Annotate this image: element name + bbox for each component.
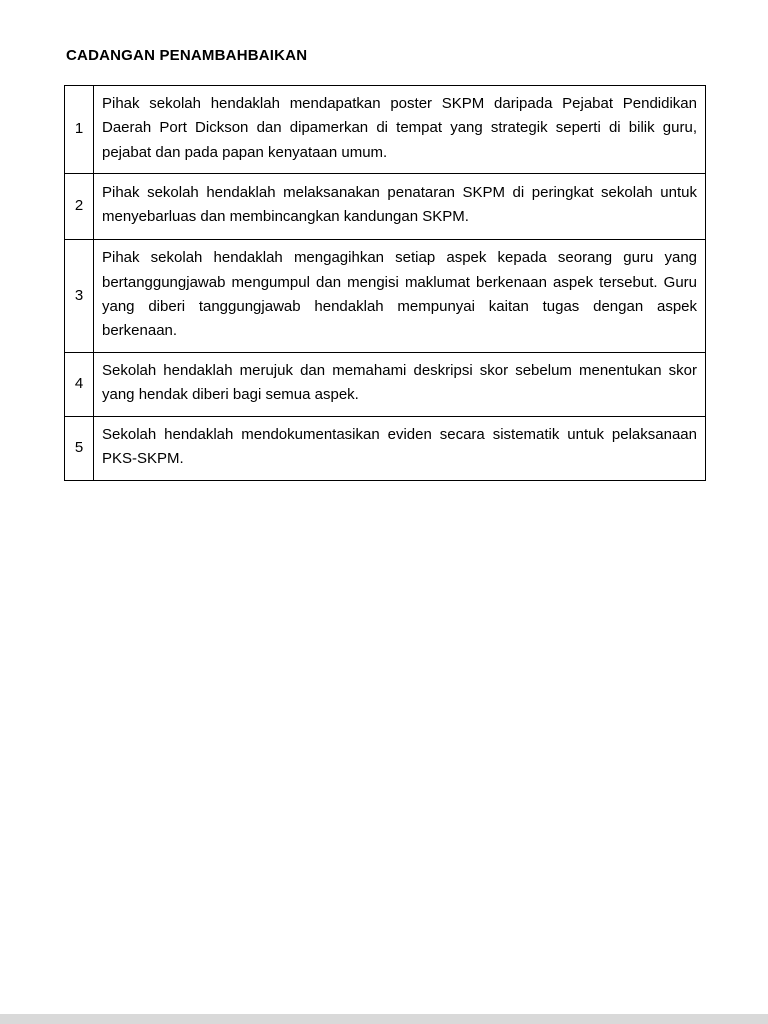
row-text: Pihak sekolah hendaklah melaksanakan penataran SKPM di peringkat sekolah untuk menyebarluas dan membincangkan kandungan SKPM. (94, 173, 706, 239)
suggestions-table (64, 85, 706, 481)
row-number: 3 (65, 239, 94, 352)
page-title: CADANGAN PENAMBAHBAIKAN (66, 47, 308, 64)
page-bottom-edge (0, 1014, 768, 1024)
table-row (65, 86, 706, 174)
row-text: Sekolah hendaklah merujuk dan memahami deskripsi skor sebelum menentukan skor yang hendak diberi bagi semua aspek. (94, 352, 706, 416)
row-text: Pihak sekolah hendaklah mengagihkan setiap aspek kepada seorang guru yang bertanggungjawab mengumpul dan mengisi maklumat berkenaan aspek tersebut. Guru yang diberi tanggungjawab hendaklah mempunyai kaitan tugas dengan aspek berkenaan. (94, 239, 706, 352)
table-row (65, 352, 706, 416)
table-row (65, 416, 706, 480)
row-text: Pihak sekolah hendaklah mendapatkan poster SKPM daripada Pejabat Pendidikan Daerah Port Dickson dan dipamerkan di tempat yang strategik seperti di bilik guru, pejabat dan pada papan kenyataan umum. (94, 86, 706, 174)
row-number: 1 (65, 86, 94, 174)
row-number: 5 (65, 416, 94, 480)
table-row (65, 173, 706, 239)
row-text: Sekolah hendaklah mendokumentasikan eviden secara sistematik untuk pelaksanaan PKS-SKPM. (94, 416, 706, 480)
table-row (65, 239, 706, 352)
row-number: 2 (65, 173, 94, 239)
row-number: 4 (65, 352, 94, 416)
